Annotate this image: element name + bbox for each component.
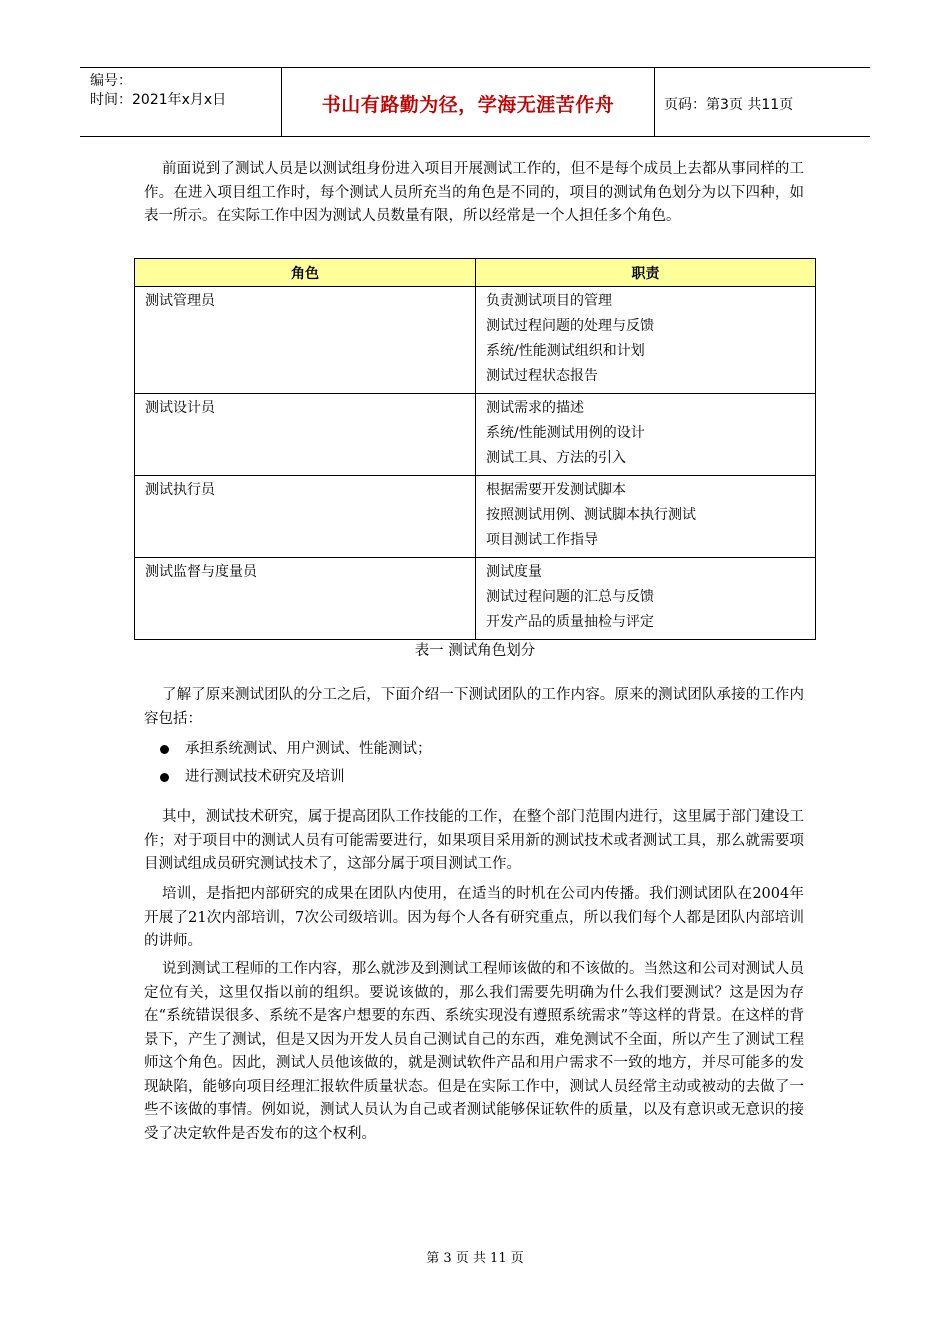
duty-item: 负责测试项目的管理 <box>486 293 612 309</box>
duties-cell <box>476 558 816 640</box>
duty-item: 测试需求的描述 <box>486 400 584 416</box>
duty-item: 系统/性能测试组织和计划 <box>486 343 645 359</box>
duty-item: 根据需要开发测试脚本 <box>486 482 626 498</box>
page-footer: 第 3 页 共 11 页 <box>426 1251 524 1266</box>
paragraph-research: 其中，测试技术研究，属于提高团队工作技能的工作，在整个部门范围内进行，这里属于部门建设工作；对于项目中的测试人员有可能需要进行，如果项目采用新的测试技术或者测试工具，那么就需要项目测试组成员研究测试技术了，这部分属于项目测试工作。 <box>144 809 804 872</box>
list-item <box>160 735 432 763</box>
paragraph-engineer-duties: 说到测试工程师的工作内容，那么就涉及到测试工程师该做的和不该做的。当然这和公司对测试人员定位有关，这里仅指以前的组织。要说该做的，那么我们需要先明确为什么我们要测试？这是因为存在“系统错误很多、系统不是客户想要的东西、系统实现没有遵照系统需求”等这样的背景。在这样的背景下，产生了测试，但是又因为开发人员自己测试自己的东西，难免测试不全面，所以产生了测试工程师这个角色。因此，测试人员他该做的，就是测试软件产品和用户需求不一致的地方，并尽可能多的发现缺陷，能够向项目经理汇报软件质量状态。但是在实际工作中，测试人员经常主动或被动的去做了一些不该做的事情。例如说，测试人员认为自己或者测试能够保证软件的质量，以及有意识或无意识的接受了决定软件是否发布的这个权利。 <box>144 961 804 1142</box>
roles-table <box>134 258 816 640</box>
number-label: 编号： <box>90 73 132 89</box>
duty-item: 系统/性能测试用例的设计 <box>486 425 645 441</box>
table-header-row <box>135 259 816 287</box>
bullet-icon <box>160 745 169 754</box>
intro-paragraph: 前面说到了测试人员是以测试组身份进入项目开展测试工作的，但不是每个成员上去都从事同样的工作。在进入项目组工作时，每个测试人员所充当的角色是不同的，项目的测试角色划分为以下四种，如表一所示。在实际工作中因为测试人员数量有限，所以经常是一个人担任多个角色。 <box>144 161 804 224</box>
bullet-icon <box>160 773 169 782</box>
duty-item: 按照测试用例、测试脚本执行测试 <box>486 507 696 523</box>
header-divider <box>654 68 655 136</box>
table-row <box>135 558 816 640</box>
list-item-text: 承担系统测试、用户测试、性能测试； <box>185 741 432 757</box>
table-row <box>135 476 816 558</box>
role-cell: 测试执行员 <box>135 476 476 558</box>
duty-item: 测试工具、方法的引入 <box>486 450 626 466</box>
time-label: 时间：2021年x月x日 <box>90 92 227 108</box>
duty-item: 开发产品的质量抽检与评定 <box>486 614 654 630</box>
duty-item: 测试过程状态报告 <box>486 368 598 384</box>
table-caption: 表一 测试角色划分 <box>414 643 536 659</box>
duties-cell <box>476 476 816 558</box>
table-header-role: 角色 <box>135 259 476 287</box>
table-row <box>135 394 816 476</box>
table-row <box>135 287 816 394</box>
duty-item: 测试过程问题的汇总与反馈 <box>486 589 654 605</box>
header-meta <box>90 72 226 110</box>
duty-item: 项目测试工作指导 <box>486 532 598 548</box>
role-cell: 测试管理员 <box>135 287 476 394</box>
duties-cell <box>476 287 816 394</box>
role-cell: 测试设计员 <box>135 394 476 476</box>
list-item <box>160 763 432 791</box>
duties-cell <box>476 394 816 476</box>
duty-item: 测试度量 <box>486 564 542 580</box>
header-page-label: 页码：第3页 共11页 <box>664 97 794 113</box>
paragraph-work-content: 了解了原来测试团队的分工之后，下面介绍一下测试团队的工作内容。原来的测试团队承接的工作内容包括： <box>144 687 804 727</box>
page-header <box>80 67 870 137</box>
role-cell: 测试监督与度量员 <box>135 558 476 640</box>
bullet-list <box>160 735 432 791</box>
table-header-duties: 职责 <box>476 259 816 287</box>
list-item-text: 进行测试技术研究及培训 <box>185 769 345 785</box>
duty-item: 测试过程问题的处理与反馈 <box>486 318 654 334</box>
paragraph-training: 培训，是指把内部研究的成果在团队内使用，在适当的时机在公司内传播。我们测试团队在2004年开展了21次内部培训，7次公司级培训。因为每个人各有研究重点，所以我们每个人都是团队内部培训的讲师。 <box>144 886 804 949</box>
header-motto: 书山有路勤为径，学海无涯苦作舟 <box>321 94 615 116</box>
